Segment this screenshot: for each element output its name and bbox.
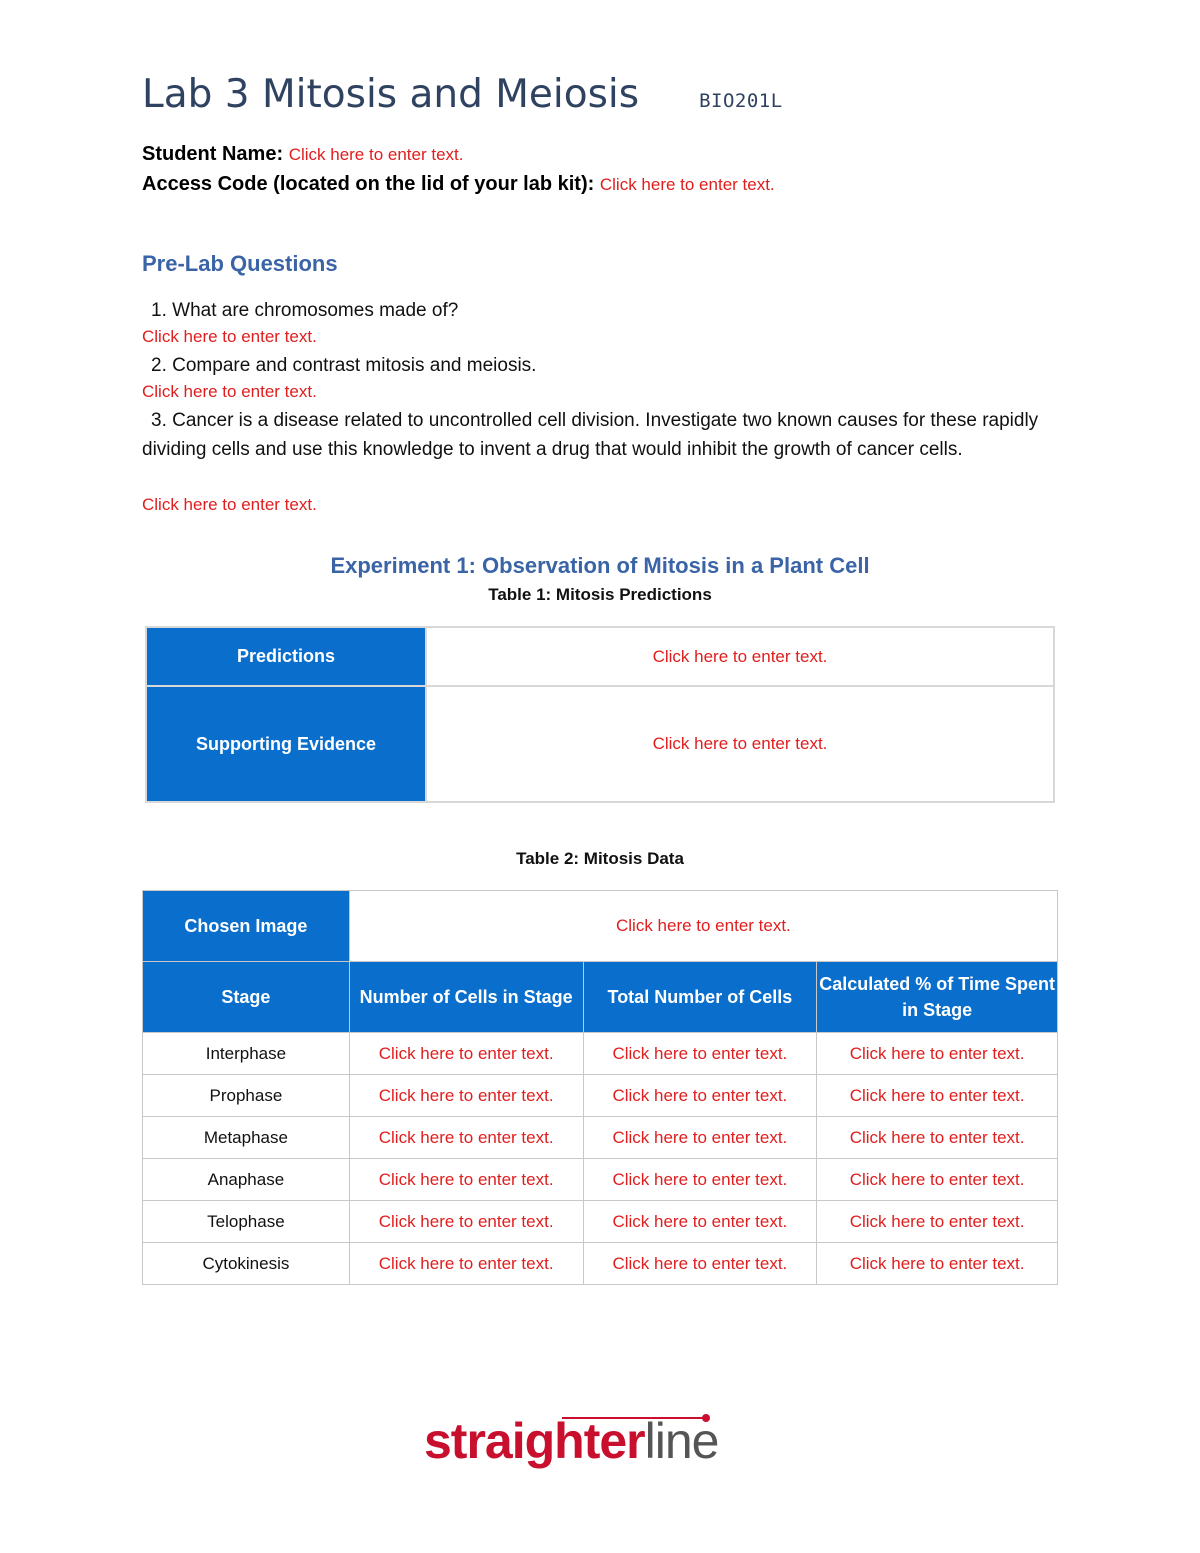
total-cells-input[interactable]: Click here to enter text. — [583, 1117, 817, 1159]
table-row — [143, 1159, 1058, 1201]
prelab-question-1: 1. What are chromosomes made of? — [151, 300, 459, 321]
access-code-field — [142, 173, 775, 196]
student-name-label: Student Name: — [142, 143, 284, 165]
column-header: Total Number of Cells — [583, 962, 817, 1033]
experiment-1-heading: Experiment 1: Observation of Mitosis in a Plant Cell — [330, 553, 870, 578]
prelab-answer-2[interactable]: Click here to enter text. — [142, 382, 317, 401]
stage-name: Anaphase — [143, 1159, 350, 1201]
chosen-image-input[interactable]: Click here to enter text. — [349, 891, 1057, 962]
stage-name: Interphase — [143, 1033, 350, 1075]
total-cells-input[interactable]: Click here to enter text. — [583, 1243, 817, 1285]
percent-time-input[interactable]: Click here to enter text. — [817, 1117, 1058, 1159]
mitosis-data-table — [142, 890, 1058, 1285]
table-row — [143, 1075, 1058, 1117]
percent-time-input[interactable]: Click here to enter text. — [817, 1033, 1058, 1075]
straighterline-logo: straighterline — [424, 1413, 719, 1469]
course-code: BIO201L — [699, 90, 783, 112]
prelab-heading: Pre-Lab Questions — [142, 251, 338, 276]
table-row — [143, 1201, 1058, 1243]
prelab-answer-1[interactable]: Click here to enter text. — [142, 327, 317, 346]
cells-in-stage-input[interactable]: Click here to enter text. — [349, 1159, 583, 1201]
column-header: Calculated % of Time Spent in Stage — [817, 962, 1058, 1033]
mitosis-predictions-table — [145, 626, 1055, 803]
student-name-input[interactable]: Click here to enter text. — [288, 145, 464, 164]
total-cells-input[interactable]: Click here to enter text. — [583, 1201, 817, 1243]
cells-in-stage-input[interactable]: Click here to enter text. — [349, 1201, 583, 1243]
stage-rows — [143, 1033, 1058, 1285]
supporting-evidence-input[interactable]: Click here to enter text. — [426, 686, 1054, 802]
total-cells-input[interactable]: Click here to enter text. — [583, 1075, 817, 1117]
access-code-input[interactable]: Click here to enter text. — [599, 175, 775, 194]
predictions-label: Predictions — [146, 627, 426, 686]
table-row — [146, 686, 1054, 802]
column-header: Number of Cells in Stage — [349, 962, 583, 1033]
percent-time-input[interactable]: Click here to enter text. — [817, 1243, 1058, 1285]
column-header: Stage — [143, 962, 350, 1033]
percent-time-input[interactable]: Click here to enter text. — [817, 1201, 1058, 1243]
table-row — [143, 1033, 1058, 1075]
total-cells-input[interactable]: Click here to enter text. — [583, 1033, 817, 1075]
prelab-question-2: 2. Compare and contrast mitosis and meiosis. — [151, 355, 537, 376]
cells-in-stage-input[interactable]: Click here to enter text. — [349, 1033, 583, 1075]
table-row — [146, 627, 1054, 686]
table-header-row — [143, 962, 1058, 1033]
prelab-question-3: 3. Cancer is a disease related to uncontrolled cell division. Investigate two known causes for these rapidly dividing cells and use this knowledge to invent a drug that would inhibit the growth of cancer cells. — [142, 410, 1039, 460]
table-row — [143, 1117, 1058, 1159]
table-row — [143, 891, 1058, 962]
percent-time-input[interactable]: Click here to enter text. — [817, 1075, 1058, 1117]
student-name-field — [142, 143, 464, 166]
predictions-input[interactable]: Click here to enter text. — [426, 627, 1054, 686]
total-cells-input[interactable]: Click here to enter text. — [583, 1159, 817, 1201]
stage-name: Telophase — [143, 1201, 350, 1243]
title-row — [142, 72, 783, 117]
cells-in-stage-input[interactable]: Click here to enter text. — [349, 1243, 583, 1285]
supporting-evidence-label: Supporting Evidence — [146, 686, 426, 802]
percent-time-input[interactable]: Click here to enter text. — [817, 1159, 1058, 1201]
stage-name: Metaphase — [143, 1117, 350, 1159]
stage-name: Prophase — [143, 1075, 350, 1117]
table-1-caption: Table 1: Mitosis Predictions — [488, 585, 712, 604]
cells-in-stage-input[interactable]: Click here to enter text. — [349, 1117, 583, 1159]
cells-in-stage-input[interactable]: Click here to enter text. — [349, 1075, 583, 1117]
stage-name: Cytokinesis — [143, 1243, 350, 1285]
page-title: Lab 3 Mitosis and Meiosis — [142, 72, 640, 117]
chosen-image-label: Chosen Image — [143, 891, 350, 962]
access-code-label: Access Code (located on the lid of your lab kit): — [142, 173, 595, 195]
table-row — [143, 1243, 1058, 1285]
prelab-answer-3[interactable]: Click here to enter text. — [142, 495, 317, 514]
table-2-caption: Table 2: Mitosis Data — [516, 849, 684, 868]
